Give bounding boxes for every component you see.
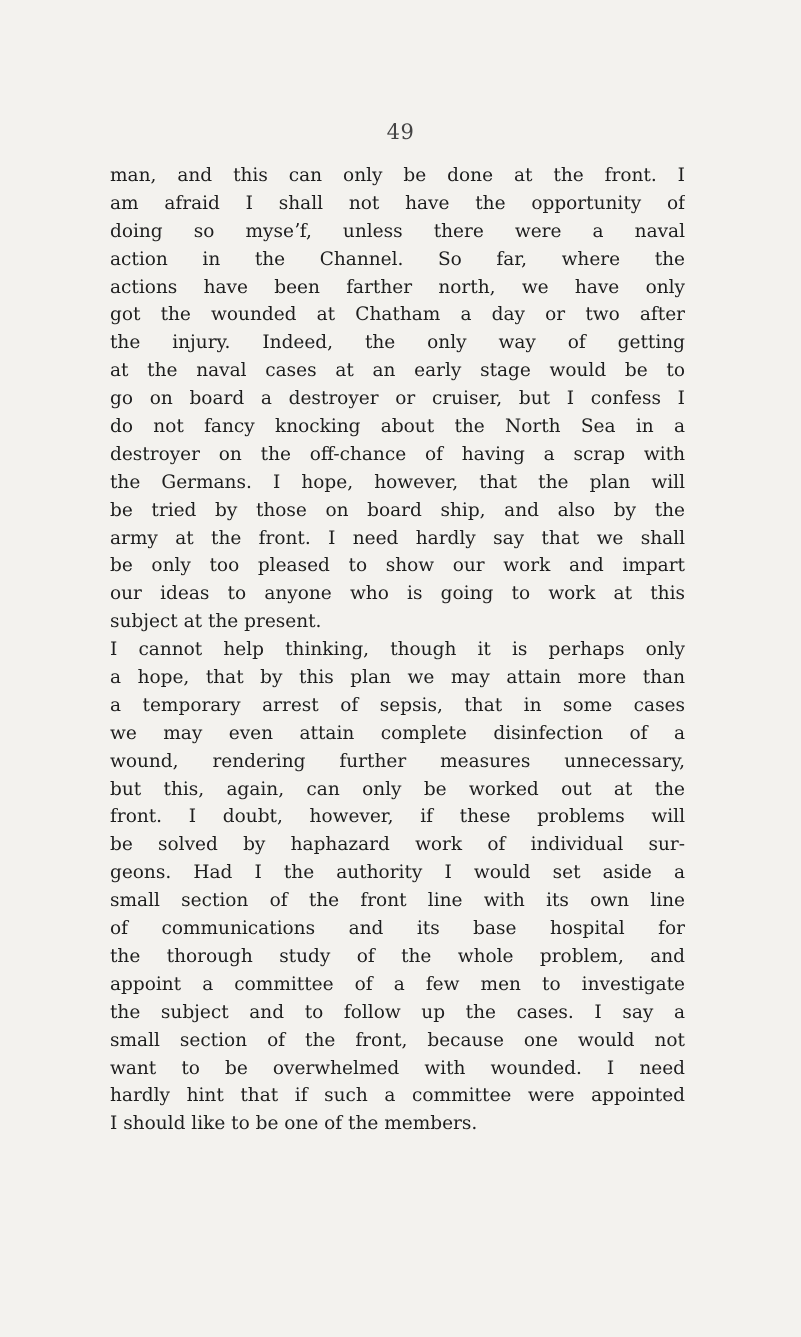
- body-text: [110, 162, 685, 1138]
- text-line: be solved by haphazard work of individual sur-: [110, 834, 685, 856]
- page-number: 49: [386, 120, 415, 144]
- text-line: hardly hint that if such a committee were appointed: [110, 1085, 685, 1107]
- text-line: the Germans. I hope, however, that the plan will: [110, 471, 685, 493]
- text-line: do not fancy knocking about the North Sea in a: [110, 416, 685, 438]
- text-line: our ideas to anyone who is going to work at this: [110, 583, 685, 605]
- text-line: man, and this can only be done at the front. I: [110, 165, 685, 186]
- text-line: the thorough study of the whole problem, and: [110, 945, 685, 967]
- text-line: wound, rendering further measures unnecessary,: [110, 750, 685, 772]
- text-line: I cannot help thinking, though it is perhaps only: [110, 639, 685, 661]
- text-line: we may even attain complete disinfection of a: [110, 722, 685, 744]
- text-line: doing so myseʼf, unless there were a naval: [110, 220, 685, 242]
- text-line: be only too pleased to show our work and impart: [110, 555, 685, 577]
- text-line: actions have been farther north, we have only: [110, 276, 685, 298]
- text-line: of communications and its base hospital for: [110, 918, 685, 940]
- text-line: action in the Channel. So far, where the: [110, 248, 685, 270]
- text-line: but this, again, can only be worked out at the: [110, 778, 685, 800]
- text-line: got the wounded at Chatham a day or two after: [110, 304, 685, 326]
- text-line: army at the front. I need hardly say that we shall: [110, 527, 685, 549]
- text-line: destroyer on the off-chance of having a scrap with: [110, 443, 685, 465]
- text-line: am afraid I shall not have the opportunity of: [110, 192, 685, 214]
- text-line: subject at the present.: [110, 611, 322, 633]
- text-line: front. I doubt, however, if these problems will: [110, 806, 685, 828]
- text-line: at the naval cases at an early stage would be to: [110, 360, 685, 382]
- text-line: the subject and to follow up the cases. I say a: [110, 1001, 685, 1023]
- text-line: want to be overwhelmed with wounded. I need: [110, 1057, 685, 1079]
- text-line: the injury. Indeed, the only way of getting: [110, 332, 685, 354]
- text-line: be tried by those on board ship, and also by the: [110, 499, 685, 521]
- text-line: appoint a committee of a few men to investigate: [110, 973, 685, 995]
- text-line: go on board a destroyer or cruiser, but I confess I: [110, 388, 685, 410]
- text-line: small section of the front line with its own line: [110, 890, 685, 912]
- text-line: a temporary arrest of sepsis, that in some cases: [110, 694, 685, 716]
- text-line: small section of the front, because one would not: [110, 1029, 685, 1051]
- text-line: I should like to be one of the members.: [110, 1113, 478, 1135]
- text-line: geons. Had I the authority I would set aside a: [110, 862, 685, 884]
- text-line: a hope, that by this plan we may attain more than: [110, 667, 685, 689]
